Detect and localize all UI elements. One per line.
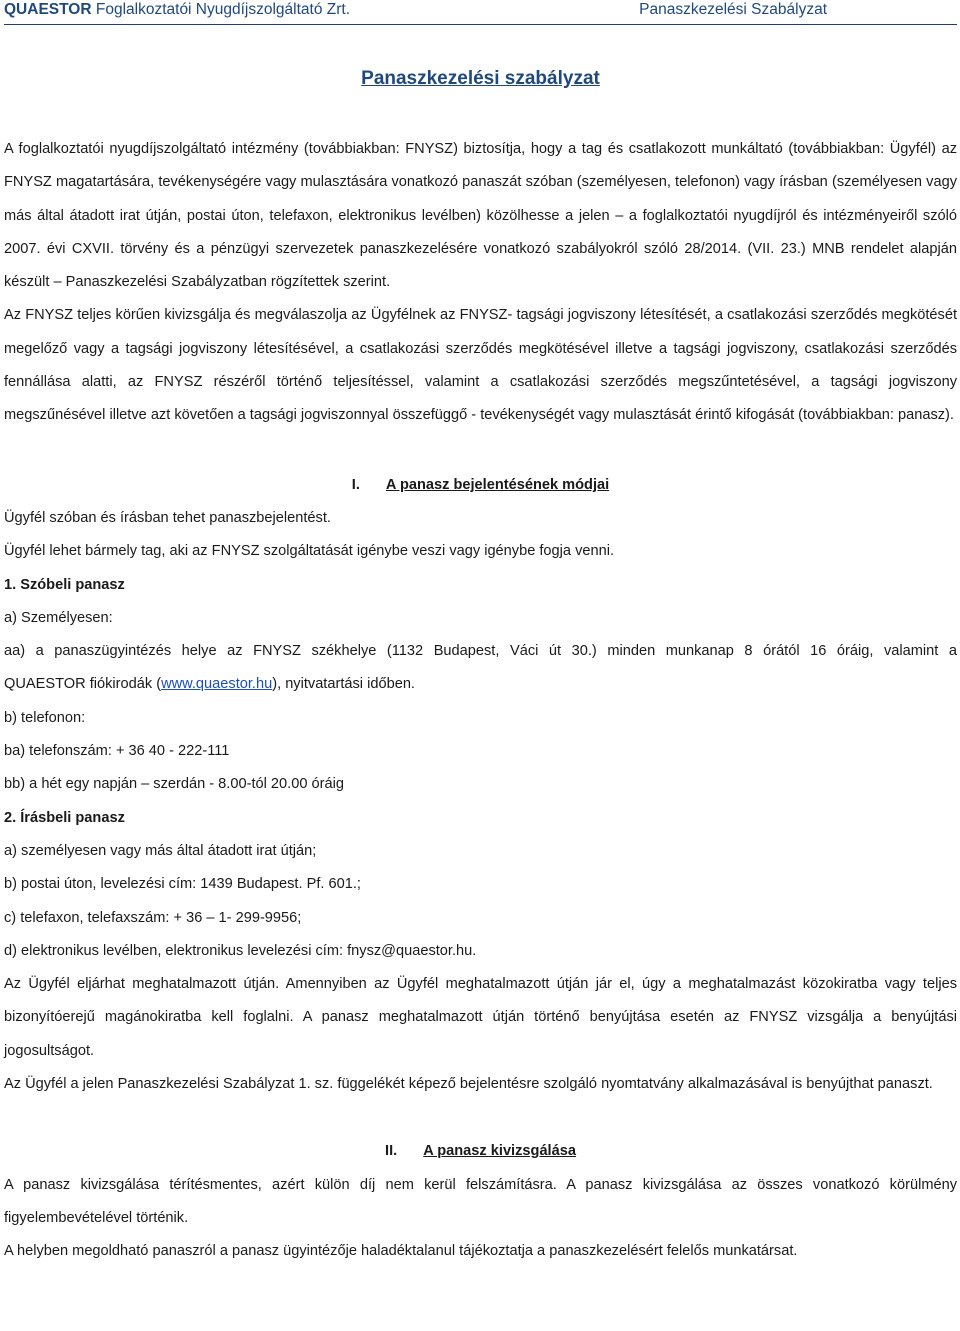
written-complaint-heading: 2. Írásbeli panasz (4, 809, 125, 826)
section-1-title: A panasz bejelentésének módjai (385, 476, 610, 493)
intro-paragraph-1: A foglalkoztatói nyugdíjszolgáltató intézmény (továbbiakban: FNYSZ) biztosítja, hogy a tag és csatlakozott munkáltató (továbbiakban: Ügyfél) az FNYSZ magatartására, tevékenységére vagy mulasztására vonatkozó panaszát szóban (személyesen, telefonon) vagy írásban (személyesen vagy más által átadott irat útján, postai úton, telefaxon, elektronikus levélben) közölhesse a jelen – a foglalkoztatói nyugdíjról és intézményeiről szóló 2007. évi CXVII. törvény és a pénzügyi szervezetek panaszkezelésére vonatkozó szabályokról szóló 28/2014. (VII. 23.) MNB rendelet alapján készült – Panaszkezelési Szabályzatban rögzítettek szerint. (4, 141, 957, 291)
s2-paragraph-2: A helyben megoldható panaszról a panasz ügyintézője haladéktalanul tájékoztatja a panaszkezelésért felelős munkatársat. (4, 1243, 798, 1260)
s1-form-paragraph: Az Ügyfél a jelen Panaszkezelési Szabályzat 1. sz. függelékét képező bejelentésre szolgáló nyomtatvány alkalmazásával is benyújthat panaszt. (4, 1076, 933, 1093)
s1-written-b: b) postai úton, levelezési cím: 1439 Budapest. Pf. 601.; (4, 876, 361, 893)
oral-complaint-heading: 1. Szóbeli panasz (4, 576, 125, 593)
s1-aa-line-2 (4, 668, 957, 701)
spacer (4, 1101, 957, 1135)
header-company-bold: QUAESTOR (4, 1, 92, 18)
header-company (4, 0, 350, 20)
s1-aa-line-1: aa) a panaszügyintézés helye az FNYSZ székhelye (1132 Budapest, Váci út 30.) minden munkanap 8 órától 16 óráig, valamint a (4, 643, 957, 660)
section-2-heading (4, 1135, 957, 1168)
s1-aa-post: ), nyitvatartási időben. (272, 676, 415, 693)
s1-written-a: a) személyesen vagy más által átadott irat útján; (4, 842, 317, 859)
s1-phone: b) telefonon: (4, 709, 86, 726)
s1-personal: a) Személyesen: (4, 609, 113, 626)
spacer (4, 433, 957, 469)
quaestor-website-link[interactable]: www.quaestor.hu (161, 676, 273, 693)
s1-proxy-paragraph: Az Ügyfél eljárhat meghatalmazott útján. Amennyiben az Ügyfél meghatalmazott útján jár el, úgy a meghatalmazást közokiratba vagy teljes bizonyítóerejű magánokiratba kell foglalni. A panasz meghatalmazott útján történő benyújtása esetén az FNYSZ vizsgálja a benyújtási jogosultságot. (4, 976, 957, 1059)
section-2-number: II. (385, 1143, 398, 1160)
s1-written-c: c) telefaxon, telefaxszám: + 36 – 1- 299-9956; (4, 909, 302, 926)
s2-paragraph-1: A panasz kivizsgálása térítésmentes, azért külön díj nem kerül felszámításra. A panasz kivizsgálása az összes vonatkozó körülmény figyelembevételével történik. (4, 1176, 957, 1226)
header-company-rest: Foglalkoztatói Nyugdíjszolgáltató Zrt. (91, 1, 351, 18)
section-2-title: A panasz kivizsgálása (423, 1143, 576, 1160)
page-header (4, 0, 957, 25)
s1-line-1: Ügyfél szóban és írásban tehet panaszbejelentést. (4, 509, 331, 526)
s1-aa-pre: QUAESTOR fiókirodák ( (4, 676, 162, 693)
s1-phone-hours: bb) a hét egy napján – szerdán - 8.00-tól 20.00 óráig (4, 776, 344, 793)
section-1-heading (4, 469, 957, 502)
header-doc-name: Panaszkezelési Szabályzat (639, 1, 827, 18)
section-1-number: I. (351, 476, 360, 493)
s1-line-2: Ügyfél lehet bármely tag, aki az FNYSZ szolgáltatását igénybe veszi vagy igénybe fogja venni. (4, 543, 615, 560)
s1-written-d: d) elektronikus levélben, elektronikus levelezési cím: fnysz@quaestor.hu. (4, 942, 477, 959)
document-body (4, 133, 957, 1269)
s1-phone-number: ba) telefonszám: + 36 40 - 222-111 (4, 743, 230, 760)
intro-paragraph-2: Az FNYSZ teljes körűen kivizsgálja és megválaszolja az Ügyfélnek az FNYSZ- tagsági jogviszony létesítését, a csatlakozási szerződés megkötését megelőző vagy a tagsági jogviszony létesítésével, a csatlakozási szerződés megkötésével illetve a tagsági jogviszony, csatlakozási szerződés fennállása alatti, az FNYSZ részéről történő teljesítéssel, valamint a csatlakozási szerződés megszűntetésével, a tagsági jogviszony megszűnésével illetve azt követően a tagsági jogviszonnyal összefüggő - tevékenységét vagy mulasztását érintő kifogását (továbbiakban: panasz). (4, 307, 957, 424)
document-title: Panaszkezelési szabályzat (361, 68, 600, 89)
